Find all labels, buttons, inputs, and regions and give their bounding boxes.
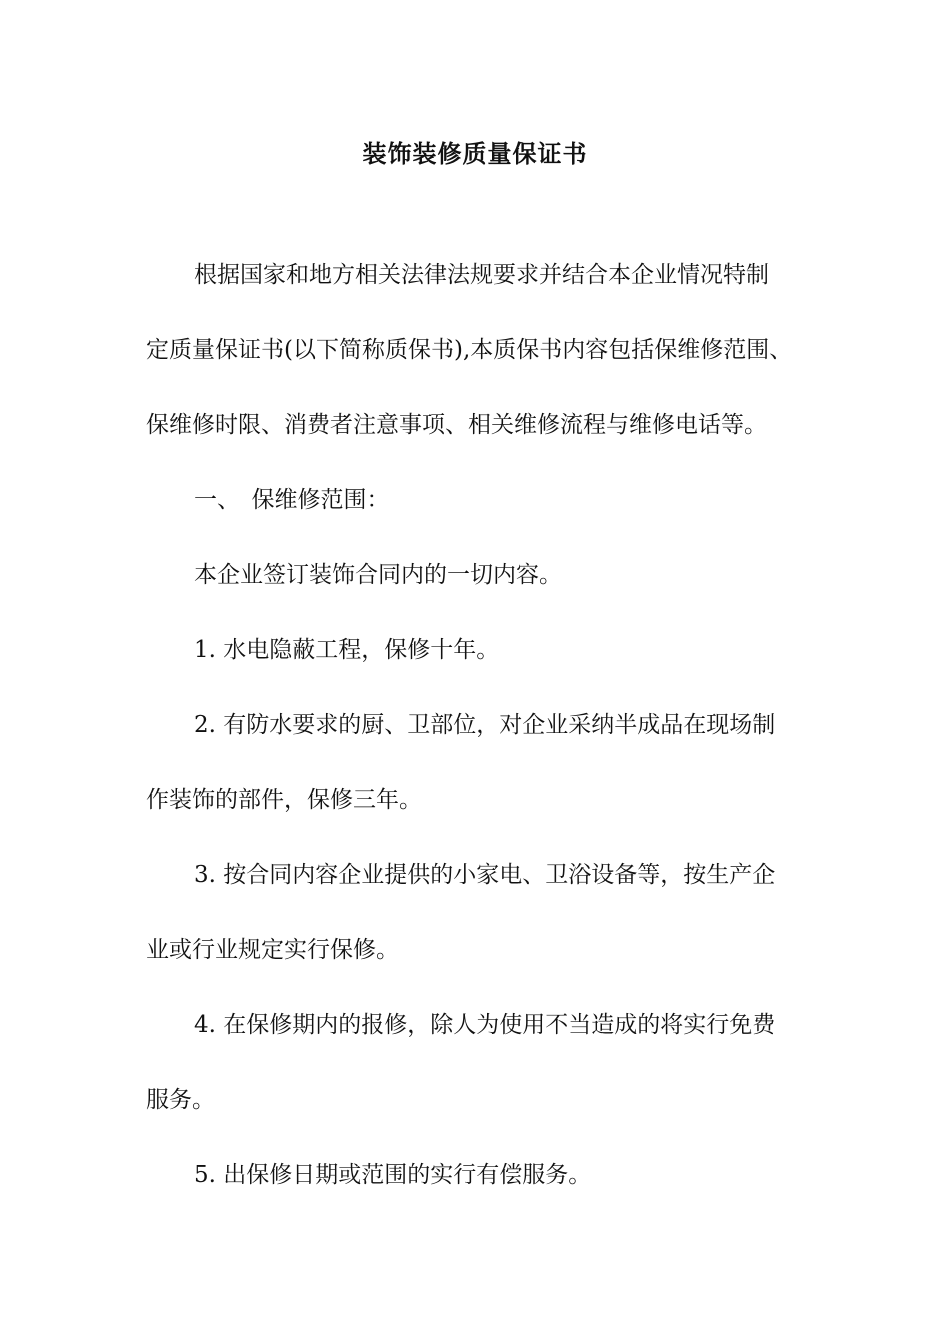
list-item-continuation: 作装饰的部件，保修三年。 (146, 787, 422, 813)
list-item: 3. 按合同内容企业提供的小家电、卫浴设备等，按生产企 (194, 862, 776, 888)
section-heading: 一、 保维修范围： (194, 487, 390, 513)
paragraph-line: 保维修时限、消费者注意事项、相关维修流程与维修电话等。 (146, 412, 767, 438)
list-item-continuation: 服务。 (146, 1087, 215, 1113)
paragraph-line: 定质量保证书(以下简称质保书),本质保书内容包括保维修范围、 (146, 337, 793, 363)
list-item: 4. 在保修期内的报修，除人为使用不当造成的将实行免费 (194, 1012, 776, 1038)
list-item: 1. 水电隐蔽工程，保修十年。 (194, 637, 500, 663)
list-item: 5. 出保修日期或范围的实行有偿服务。 (194, 1162, 592, 1188)
list-item: 2. 有防水要求的厨、卫部位，对企业采纳半成品在现场制 (194, 712, 776, 738)
list-item-continuation: 业或行业规定实行保修。 (146, 937, 399, 963)
document-title: 装饰装修质量保证书 (362, 140, 588, 168)
paragraph-line: 本企业签订装饰合同内的一切内容。 (194, 562, 562, 588)
paragraph-line: 根据国家和地方相关法律法规要求并结合本企业情况特制 (194, 262, 769, 288)
